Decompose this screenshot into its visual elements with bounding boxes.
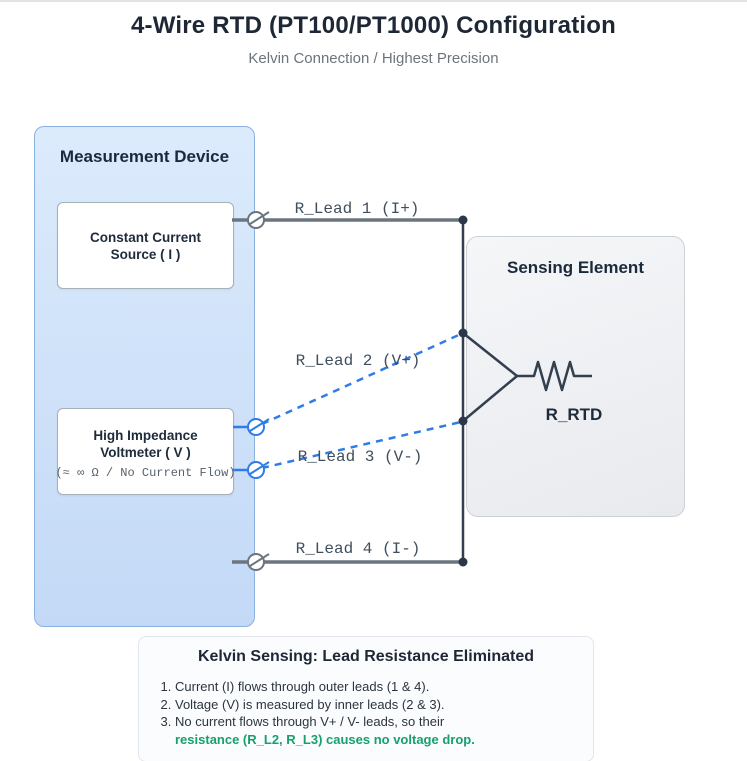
info-list xyxy=(139,678,593,748)
lead3-label: R_Lead 3 (V-) xyxy=(297,448,423,466)
lead2-wire xyxy=(233,334,461,427)
junction-dot-vplus xyxy=(459,329,468,338)
rtd-resistor-label: R_RTD xyxy=(545,405,603,424)
info-highlight-text: resistance (R_L2, R_L3) causes no voltage drop. xyxy=(175,731,475,747)
page-subtitle: Kelvin Connection / Highest Precision xyxy=(248,50,499,67)
terminal-v-plus-icon xyxy=(248,419,269,435)
junction-dot-top xyxy=(459,216,468,225)
info-list-item: 2. Voltage (V) is measured by inner leads (2 & 3). xyxy=(175,696,583,714)
junction-dot-vminus xyxy=(459,417,468,426)
terminal-v-minus-icon xyxy=(248,462,269,478)
info-list-item: 3. No current flows through V+ / V- leads, so their resistance (R_L2, R_L3) causes no voltage drop. xyxy=(175,713,583,748)
current-source-label-line2: Source ( I ) xyxy=(110,246,181,262)
measurement-device-title: Measurement Device xyxy=(59,147,230,166)
voltmeter-label-line1: High Impedance xyxy=(93,428,198,443)
voltmeter-label-line2: Voltmeter ( V ) xyxy=(100,445,191,460)
lead2-label: R_Lead 2 (V+) xyxy=(295,352,421,370)
resistor-symbol xyxy=(517,362,592,390)
page-title: 4-Wire RTD (PT100/PT1000) Configuration xyxy=(131,12,616,39)
current-source-label-line1: Constant Current xyxy=(90,229,201,245)
kelvin-info-box xyxy=(138,636,594,761)
info-list-item: 1. Current (I) flows through outer leads (1 & 4). xyxy=(175,678,583,696)
junction-dot-bottom xyxy=(459,558,468,567)
voltmeter-impedance-note: (≈ ∞ Ω / No Current Flow) xyxy=(55,466,236,480)
sensing-element-title: Sensing Element xyxy=(507,258,644,277)
lead1-label: R_Lead 1 (I+) xyxy=(294,200,420,218)
lead4-label: R_Lead 4 (I-) xyxy=(295,540,421,558)
info-box-title: Kelvin Sensing: Lead Resistance Eliminated xyxy=(197,648,535,665)
kelvin-v-connection xyxy=(463,333,517,421)
